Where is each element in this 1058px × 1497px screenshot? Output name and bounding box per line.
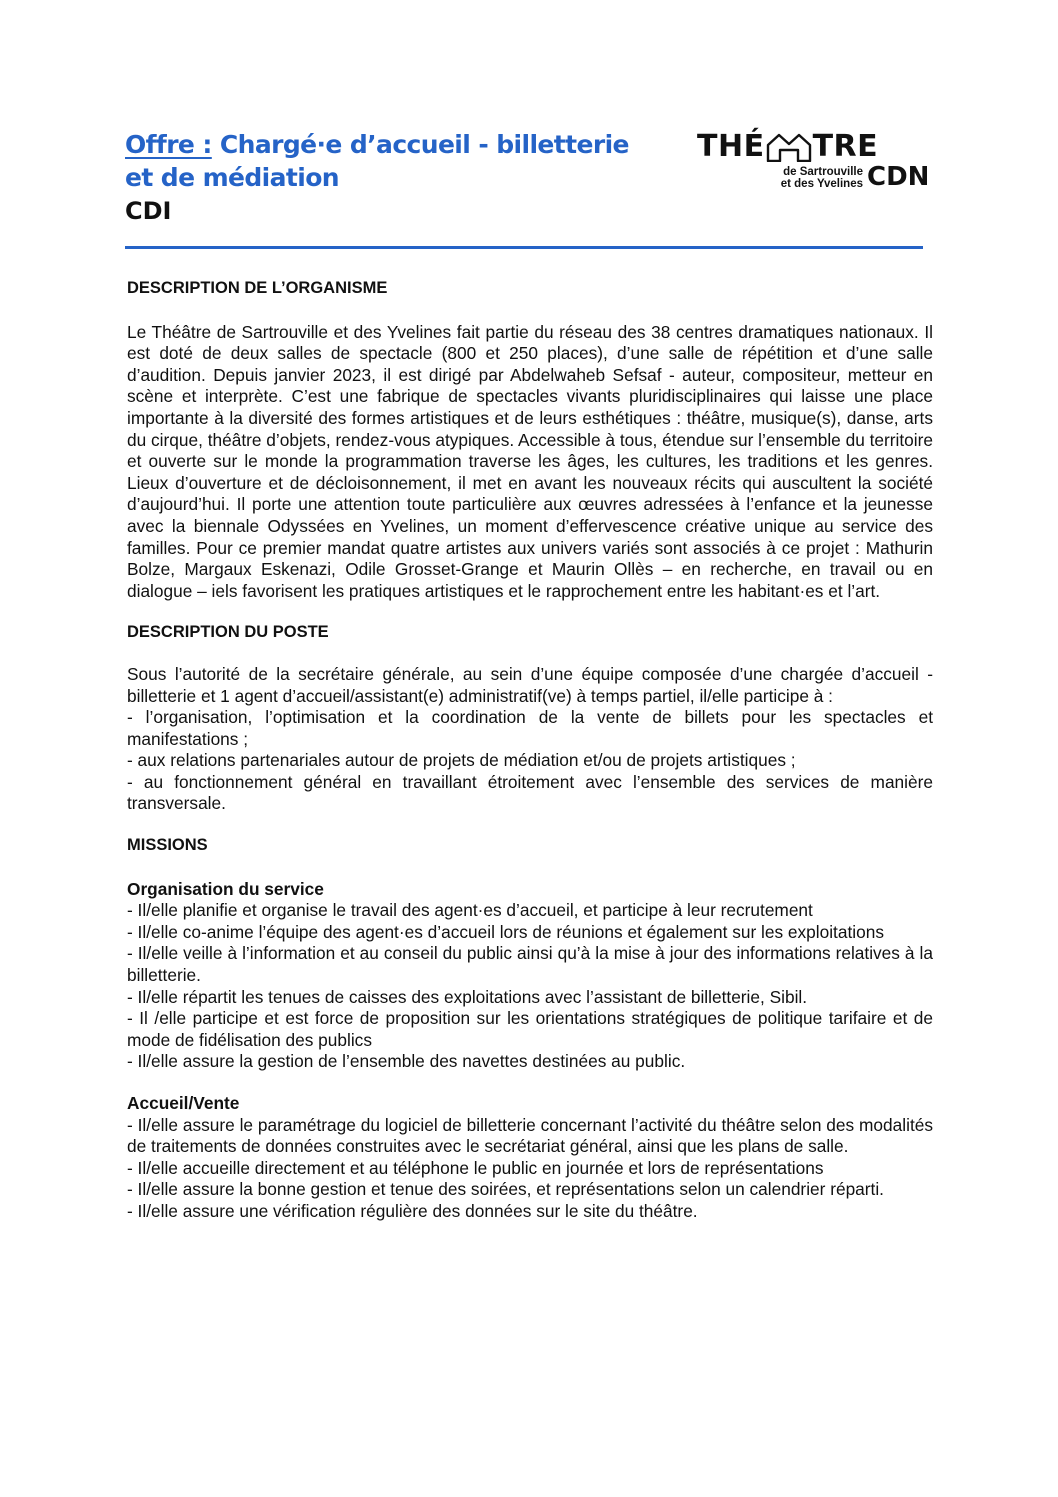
title-divider (125, 246, 923, 249)
section-heading-missions: MISSIONS (127, 836, 208, 855)
document-title-block (125, 128, 685, 226)
mission-item: - Il/elle assure la bonne gestion et tenue des soirées, et représentations selon un calendrier réparti. (127, 1179, 884, 1200)
job-title-line-2: et de médiation (125, 163, 339, 192)
contract-type: CDI (125, 197, 172, 225)
logo-cdn: CDN (867, 162, 930, 192)
house-icon (765, 132, 813, 162)
section-heading-organisme: DESCRIPTION DE L’ORGANISME (127, 279, 388, 297)
mission-item: - Il/elle co-anime l’équipe des agent·es d’accueil lors de réunions et également sur les exploitations (127, 921, 884, 942)
logo-subtitle-line-1: de Sartrouville (783, 166, 863, 178)
mission-item: - Il/elle accueille directement et au téléphone le public en journée et lors de représentations (127, 1157, 824, 1178)
logo-wordmark (697, 130, 878, 164)
section-heading-poste: DESCRIPTION DU POSTE (127, 623, 329, 642)
subsection-heading-organisation: Organisation du service (127, 878, 324, 899)
mission-item: - Il/elle veille à l’information et au conseil du public ainsi qu’à la mise à jour des informations relatives à la billetterie. (127, 943, 933, 986)
poste-item: - l’organisation, l’optimisation et la coordination de la vente de billets pour les spectacles et manifestations ; (127, 707, 933, 749)
mission-item: - Il/elle planifie et organise le travail des agent·es d’accueil, et participe à leur recrutement (127, 900, 813, 921)
logo-word-end: TRE (812, 129, 879, 164)
subsection-heading-accueil: Accueil/Vente (127, 1093, 240, 1113)
organisme-paragraph: Le Théâtre de Sartrouville et des Yvelines fait partie du réseau des 38 centres dramatiques nationaux. Il est doté de deux salles de spectacle (800 et 250 places), d’une salle de répétition et d’une salle d’audition. Depuis janvier 2023, il est dirigé par Abdelwaheb Sefsaf - auteur, compositeur, metteur en scène et interprète. C’est une fabrique de spectacles vivants pluridisciplinaires qui laisse une place importante à la diversité des formes artistiques et de leurs esthétiques : théâtre, musique(s), danse, arts du cirque, théâtre d’objets, rendez-vous atypiques. Accessible à tous, étendue sur l’ensemble du territoire et ouverte sur le monde la programmation traverse les âges, les cultures, les traditions et les genres. Lieux d’ouverture et de décloisonnement, il met en avant les nouveaux récits qui auscultent la société d’aujourd’hui. Il porte une attention toute particulière aux œuvres adressées à l’enfance et la jeunesse avec la biennale Odyssées en Yvelines, un moment d’effervescence créative unique au service des familles. Pour ce premier mandat quatre artistes aux univers variés sont associés à ce projet : Mathurin Bolze, Margaux Eskenazi, Odile Grosset-Grange et Maurin Ollès – en recherche, en travail ou en dialogue – iels favorisent les pratiques artistiques et le rapprochement entre les habitant·es et l’art. (127, 321, 933, 601)
mission-item: - Il /elle participe et est force de proposition sur les orientations stratégiques de politique tarifaire et de mode de fidélisation des publics (127, 1008, 933, 1050)
mission-item: - Il/elle assure la gestion de l’ensemble des navettes destinées au public. (127, 1051, 686, 1072)
job-title-line-1 (125, 128, 685, 161)
logo-subtitle (763, 166, 863, 190)
job-title-text: Chargé·e d’accueil - billetterie (211, 130, 629, 159)
mission-item: - Il/elle assure le paramétrage du logiciel de billetterie concernant l’activité du théâtre selon des modalités de traitements de données construites avec le secrétariat général, ainsi que les plans de salle. (127, 1114, 933, 1157)
logo-subtitle-line-2: et des Yvelines (780, 178, 863, 190)
theatre-logo (697, 130, 937, 195)
poste-item: - aux relations partenariales autour de projets de médiation et/ou de projets artistiques ; (127, 750, 796, 771)
title-prefix: Offre : (125, 130, 212, 159)
poste-intro: Sous l’autorité de la secrétaire générale, au sein d’une équipe composée d’une chargée d’accueil -billetterie et 1 agent d’accueil/assistant(e) administratif(ve) à temps partiel, il/elle participe à : (127, 663, 933, 706)
mission-item: - Il/elle assure une vérification régulière des données sur le site du théâtre. (127, 1200, 698, 1221)
document-body (127, 278, 933, 1223)
mission-item: - Il/elle répartit les tenues de caisses des exploitations avec l’assistant de billetterie, Sibil. (127, 986, 808, 1007)
logo-word-start: THÉ (697, 129, 765, 164)
poste-item: - au fonctionnement général en travaillant étroitement avec l’ensemble des services de manière transversale. (127, 771, 933, 814)
